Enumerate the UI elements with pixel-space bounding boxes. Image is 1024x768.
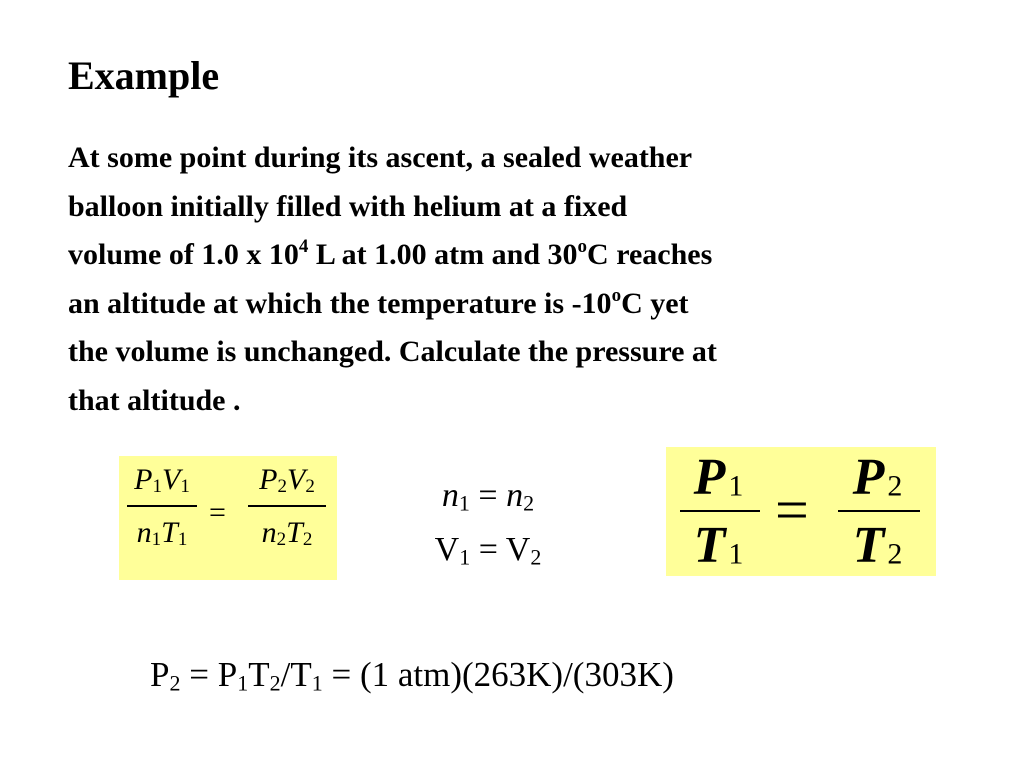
- var: n: [136, 516, 152, 549]
- slide-title: Example: [68, 53, 220, 98]
- subscript: 2: [276, 528, 287, 550]
- subscript: 2: [305, 475, 315, 497]
- subscript: 1: [728, 537, 747, 571]
- degree-mark: o: [611, 284, 622, 306]
- text-segment: an altitude at which the temperature is -10: [68, 286, 612, 320]
- subscript: 1: [152, 475, 162, 497]
- combined-left-fraction: [127, 462, 197, 551]
- var: P: [693, 449, 729, 506]
- subscript: 2: [530, 544, 542, 570]
- simplified-right-fraction: [838, 450, 920, 574]
- subscript: 2: [169, 670, 181, 696]
- var: T: [290, 655, 312, 694]
- numerator: [134, 462, 190, 498]
- var: P: [150, 655, 170, 694]
- simplified-left-fraction: [680, 450, 760, 574]
- equals-sign: =: [209, 496, 226, 529]
- exponent: 4: [298, 236, 309, 258]
- var: T: [693, 517, 729, 574]
- var: T: [852, 517, 888, 574]
- equals-text: =: [180, 655, 218, 694]
- subscript: 2: [269, 670, 281, 696]
- denominator: [262, 515, 313, 551]
- equals-text: =: [469, 477, 507, 514]
- var: n: [506, 477, 524, 514]
- subscript: 2: [887, 537, 906, 571]
- var: V: [162, 463, 181, 496]
- var: n: [261, 516, 277, 549]
- var: V: [505, 531, 531, 568]
- equals-sign: =: [775, 477, 809, 543]
- slash: /: [280, 655, 291, 694]
- var: T: [161, 516, 178, 549]
- subscript: 1: [728, 469, 747, 503]
- denominator: [853, 518, 906, 574]
- subscript: 2: [523, 490, 535, 516]
- fraction-bar: [680, 510, 760, 512]
- fraction-bar: [127, 505, 197, 507]
- fraction-bar: [248, 505, 326, 507]
- volume-condition: [408, 530, 568, 570]
- subscript: 2: [887, 469, 906, 503]
- moles-condition: [408, 476, 568, 516]
- problem-line: the volume is unchanged. Calculate the pressure at: [68, 335, 717, 368]
- var: V: [434, 531, 460, 568]
- var: P: [259, 463, 278, 496]
- text-segment: L at 1.00 atm and 30: [308, 238, 578, 271]
- numerator: [853, 450, 906, 506]
- equals-text: =: [322, 655, 360, 694]
- numerator: [259, 462, 315, 498]
- subscript: 1: [180, 475, 190, 497]
- denominator: [694, 518, 747, 574]
- pressure-calculation: [150, 655, 674, 695]
- var: P: [852, 449, 888, 506]
- subscript: 1: [151, 528, 162, 550]
- var: T: [286, 516, 303, 549]
- subscript: 1: [237, 670, 249, 696]
- fraction-bar: [838, 510, 920, 512]
- combined-right-fraction: [248, 462, 326, 551]
- var: n: [441, 477, 459, 514]
- problem-line: At some point during its ascent, a sealed weather: [68, 141, 693, 174]
- subscript: 1: [311, 670, 323, 696]
- problem-line: [68, 231, 968, 280]
- subscript: 1: [177, 528, 188, 550]
- subscript: 2: [277, 475, 287, 497]
- degree-mark: o: [577, 236, 588, 258]
- subscript: 1: [459, 544, 471, 570]
- equals-text: =: [470, 531, 506, 568]
- text-segment: C yet: [621, 286, 689, 320]
- calculation-values: (1 atm)(263K)/(303K): [359, 655, 674, 694]
- problem-line: that altitude .: [68, 383, 241, 417]
- numerator: [694, 450, 747, 506]
- text-segment: volume of 1.0 x 10: [68, 238, 299, 271]
- subscript: 1: [458, 490, 470, 516]
- subscript: 2: [302, 528, 313, 550]
- var: V: [287, 463, 306, 496]
- problem-line: balloon initially filled with helium at a fixed: [68, 189, 628, 223]
- problem-statement: [68, 134, 968, 425]
- text-segment: C reaches: [587, 238, 713, 271]
- var: P: [134, 463, 153, 496]
- denominator: [137, 515, 188, 551]
- var: P: [217, 655, 238, 694]
- problem-line: [68, 280, 968, 329]
- var: T: [248, 655, 270, 694]
